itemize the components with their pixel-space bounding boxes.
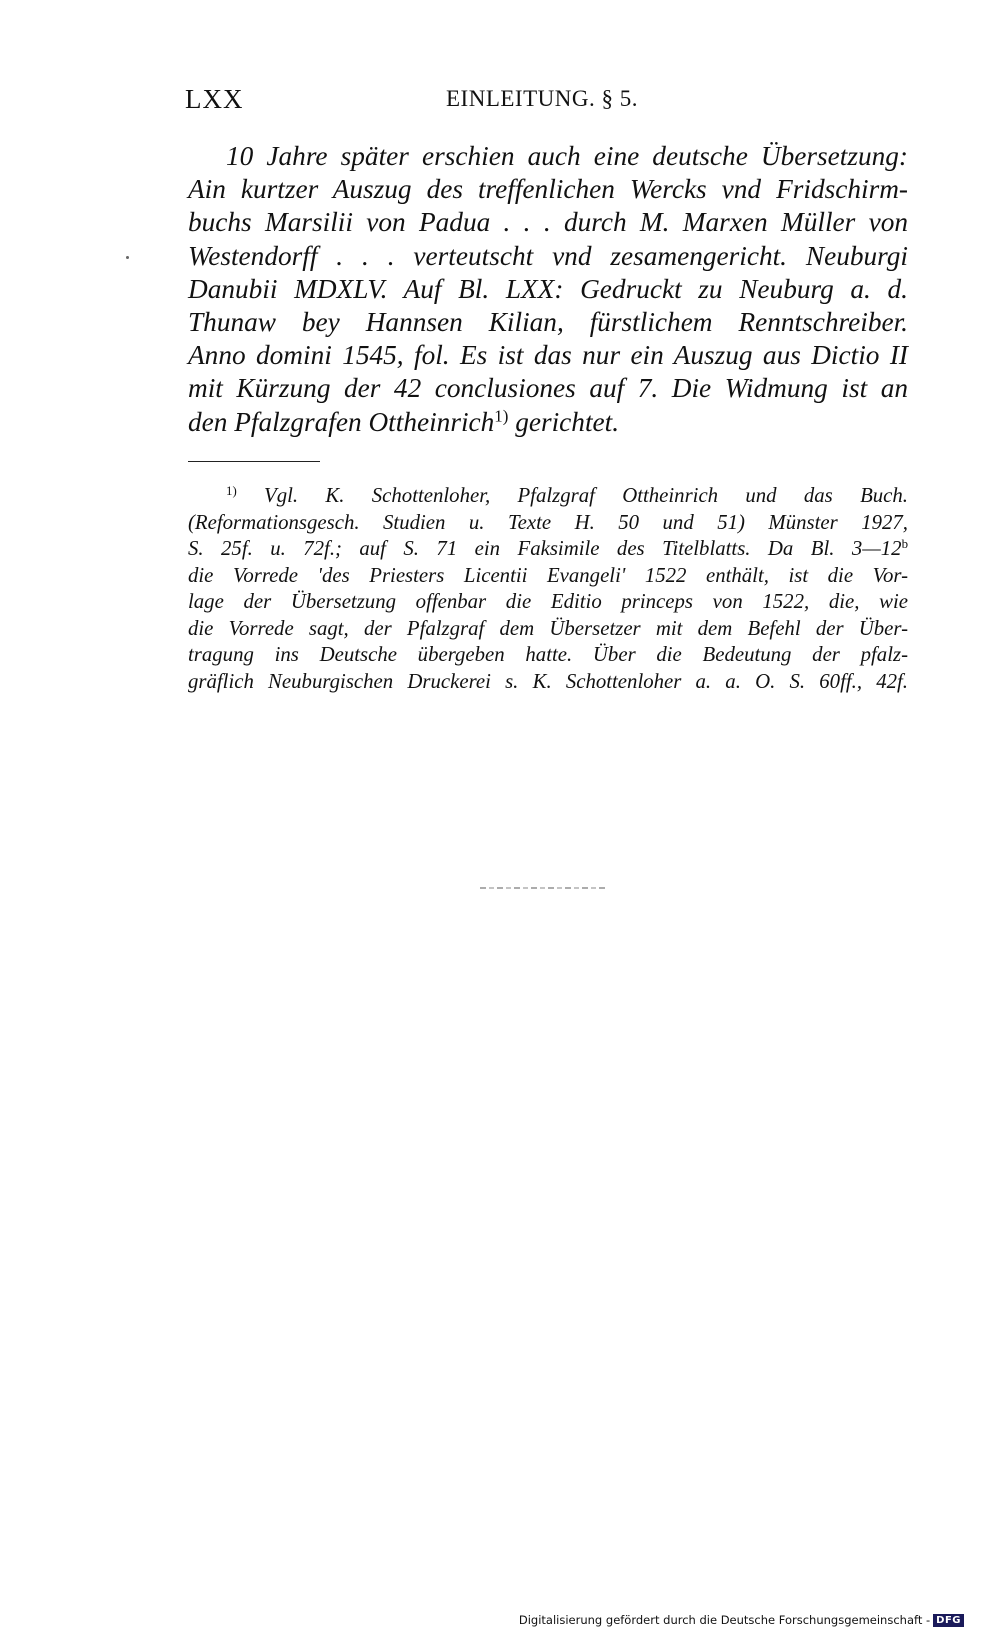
- body-line: Danubii MDXLV. Auf Bl. LXX: Gedruckt zu Neuburg a. d.: [188, 273, 908, 304]
- print-artifact: [480, 887, 608, 889]
- footnote-line: [188, 483, 908, 510]
- body-line: Ain kurtzer Auszug des treffenlichen Wercks vnd Fridschirm-: [188, 174, 908, 205]
- main-paragraph: [188, 140, 908, 439]
- body-line: Thunaw bey Hannsen Kilian, fürstlichem Renntschreiber.: [188, 307, 908, 338]
- body-line: 10 Jahre später erschien auch eine deutsche Übersetzung:: [226, 141, 908, 171]
- running-head: EINLEITUNG. § 5.: [446, 86, 638, 111]
- footnote-line: die Vorrede 'des Priesters Licentii Evangeli' 1522 enthält, ist die Vor-: [188, 563, 908, 587]
- footnote-line: (Reformationsgesch. Studien u. Texte H. 50 und 51) Münster 1927,: [188, 510, 908, 534]
- footnote-superscript: b: [901, 536, 908, 551]
- body-line: mit Kürzung der 42 conclusiones auf 7. Die Widmung ist an: [188, 373, 908, 404]
- footnote-marker: 1): [226, 483, 237, 498]
- page-number: LXX: [185, 84, 244, 114]
- footnote: [188, 483, 908, 695]
- body-line: Anno domini 1545, fol. Es ist das nur ein Auszug aus Dictio II: [188, 340, 908, 371]
- body-line: buchs Marsilii von Padua . . . durch M. Marxen Müller von: [188, 207, 908, 238]
- footnote-first-text: Vgl. K. Schottenloher, Pfalzgraf Ottheinrich und das Buch.: [236, 484, 908, 507]
- footnote-line: [188, 536, 908, 563]
- credit-text: Digitalisierung gefördert durch die Deutsche Forschungsgemeinschaft -: [518, 1613, 931, 1627]
- dfg-logo: DFG: [933, 1614, 964, 1627]
- footnote-line: lage der Übersetzung offenbar die Editio princeps von 1522, die, wie: [188, 590, 908, 613]
- footnote-line: die Vorrede sagt, der Pfalzgraf dem Übersetzer mit dem Befehl der Über-: [188, 616, 908, 640]
- digitization-credit: [519, 1613, 964, 1627]
- footnote-line-last: gräflich Neuburgischen Druckerei s. K. Schottenloher a. a. O. S. 60ff., 42f.: [188, 669, 908, 693]
- margin-mark: [126, 256, 129, 259]
- footnote-line-text: S. 25f. u. 72f.; auf S. 71 ein Faksimile des Titelblatts. Da Bl. 3—12: [188, 537, 902, 560]
- footnote-rule: [188, 461, 320, 462]
- body-last-text: den Pfalzgrafen Ottheinrich: [188, 406, 495, 437]
- footnote-reference: 1): [494, 406, 509, 426]
- body-last-end: gerichtet.: [508, 406, 620, 437]
- body-line-last: [188, 406, 908, 439]
- body-line: Westendorff . . . verteutscht vnd zesamengericht. Neuburgi: [188, 240, 908, 271]
- footnote-line: tragung ins Deutsche übergeben hatte. Über die Bedeutung der pfalz-: [188, 643, 908, 666]
